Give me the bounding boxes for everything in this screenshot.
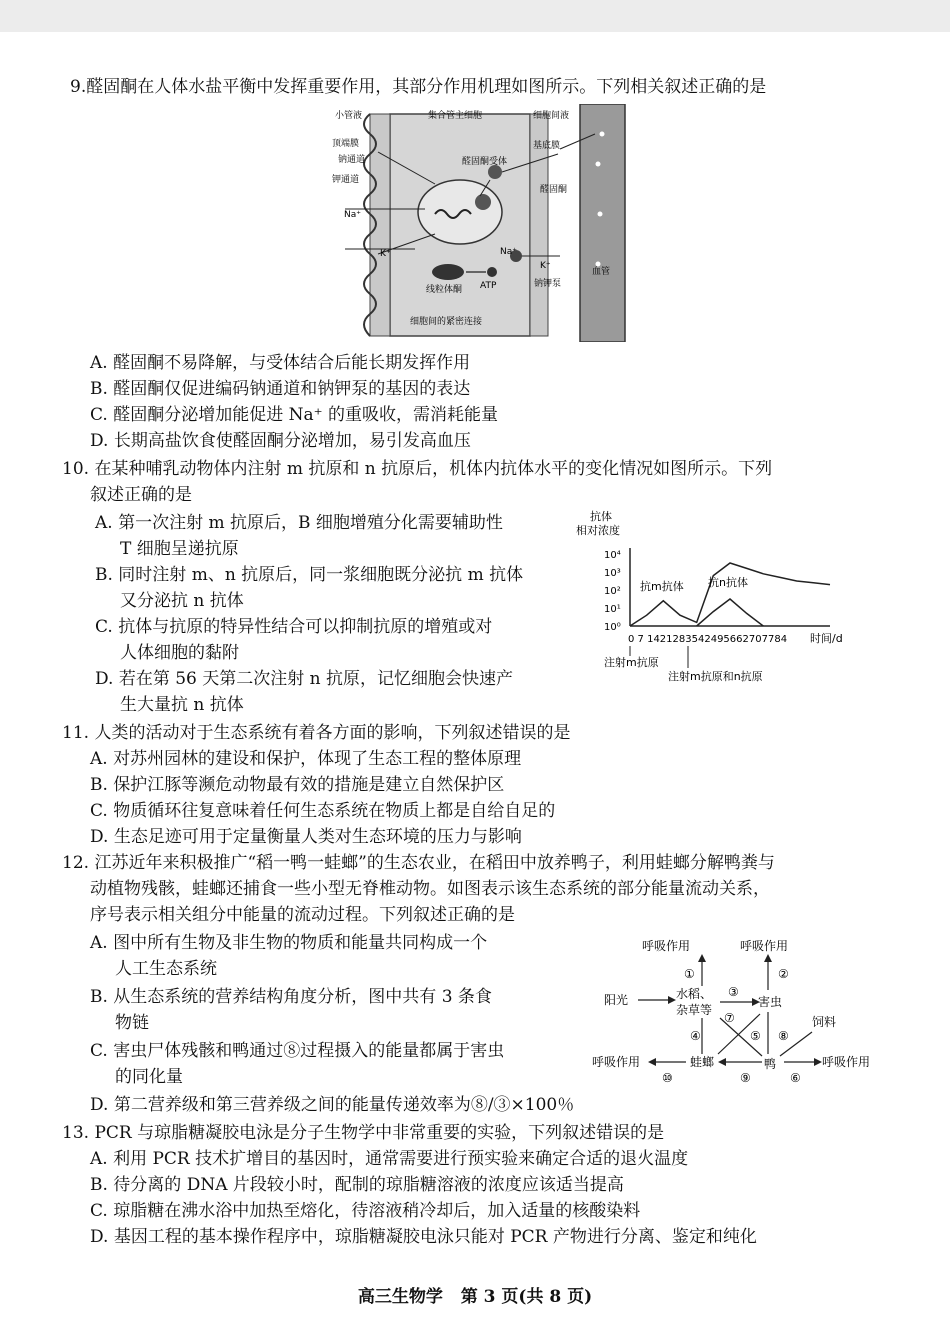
annotation-inject-mn: 注射m抗原和n抗原 [668,670,763,683]
worm: 蛙螂 [690,1055,715,1069]
q10-option-b-cont: 又分泌抗 n 抗体 [120,591,244,611]
page-footer [0,1282,950,1307]
label-aldosterone: 醛固酮 [540,185,568,195]
n4: ④ [690,1029,701,1043]
q9-option-c: C. 醛固酮分泌增加能促进 Na⁺ 的重吸收，需消耗能量 [90,405,498,425]
q12-option-c: C. 害虫尸体残骸和鸭通过⑧过程摄入的能量都属于害虫 [90,1041,505,1061]
q10-option-b: B. 同时注射 m、n 抗原后，同一浆细胞既分泌抗 m 抗体 [95,565,524,585]
series-anti-n [697,599,764,626]
q9-option-b: B. 醛固酮仅促进编码钠通道和钠钾泵的基因的表达 [90,379,471,399]
chart-ylabel-1: 抗体 [590,510,612,523]
chart-x-ticks: 0 7 1421283542495662707784 [628,634,788,645]
antibody-chart [568,508,868,686]
label-cell: 集合管主细胞 [428,111,483,121]
q11-option-c: C. 物质循环往复意味着任何生态系统在物质上都是自给自足的 [90,801,556,821]
chart-ylabel-2: 相对浓度 [576,524,620,537]
q10-option-d: D. 若在第 56 天第二次注射 n 抗原，记忆细胞会快速产 [95,669,514,689]
q9-option-d: D. 长期高盐饮食使醛固酮分泌增加，易引发高血压 [90,431,471,451]
n5: ⑤ [750,1029,761,1043]
q10-option-c: C. 抗体与抗原的特异性结合可以抑制抗原的增殖或对 [95,617,493,637]
blood-vessel [580,104,625,342]
n8: ⑧ [778,1029,789,1043]
label-k-channel: 钾通道 [332,175,360,185]
q9-stem: 9.醛固酮在人体水盐平衡中发挥重要作用，其部分作用机理如图所示。下列相关叙述正确的是 [70,77,767,97]
legend-anti-m: 抗m抗体 [640,580,684,593]
y-tick-label: 10⁴ [604,550,621,561]
label-pump: 钠钾泵 [534,279,562,289]
y-tick-label: 10⁰ [604,622,621,633]
n1: ① [684,967,695,981]
q9-option-a: A. 醛固酮不易降解，与受体结合后能长期发挥作用 [90,353,471,373]
q12-stem-line3: 序号表示相关组分中能量的流动过程。下列叙述正确的是 [90,905,515,925]
legend-anti-n: 抗n抗体 [708,576,748,589]
footer-page: 第 3 页(共 8 页) [460,1287,593,1307]
q10-option-d-cont: 生大量抗 n 抗体 [120,695,244,715]
rice-line2: 杂草等 [676,1003,713,1017]
resp-worm: 呼吸作用 [592,1055,641,1069]
label-receptor: 醛固酮受体 [462,157,508,167]
duck: 鸭 [764,1057,777,1071]
chart-xlabel: 时间/d [810,632,843,645]
q12-option-d: D. 第二营养级和第三营养级之间的能量传递效率为⑧/③×100％ [90,1095,575,1115]
q12-option-b-cont: 物链 [115,1013,149,1033]
n2: ② [778,967,789,981]
q10-option-c-cont: 人体细胞的黏附 [120,643,239,663]
q11-option-b: B. 保护江豚等濒危动物最有效的措施是建立自然保护区 [90,775,505,795]
sun: 阳光 [604,993,629,1007]
q13-option-c: C. 琼脂糖在沸水浴中加热至熔化，待溶液稍冷却后，加入适量的核酸染料 [90,1201,641,1221]
n6: ⑥ [790,1071,801,1084]
mitochondrion [432,264,464,280]
resp-rice: 呼吸作用 [642,939,691,953]
q10-option-a-cont: T 细胞呈递抗原 [120,539,239,559]
n10: ⑩ [662,1071,673,1084]
label-vessel: 血管 [592,267,611,277]
n7: ⑦ [724,1011,735,1025]
label-na-channel: 钠通道 [338,155,366,165]
aldosterone-diagram [330,104,630,342]
label-interstitial: 细胞间液 [533,111,570,121]
label-basal: 基底膜 [533,141,561,151]
q12-option-a: A. 图中所有生物及非生物的物质和能量共同构成一个 [90,933,488,953]
q10-stem-line1: 10. 在某种哺乳动物体内注射 m 抗原和 n 抗原后，机体内抗体水平的变化情况如图所示。下列 [62,459,773,479]
q13-stem: 13. PCR 与琼脂糖凝胶电泳是分子生物学中非常重要的实验，下列叙述错误的是 [62,1123,665,1143]
label-k: K⁺ [380,249,391,259]
label-na2: Na⁺ [500,247,517,257]
receptor-dot [488,165,502,179]
q12-option-a-cont: 人工生态系统 [115,959,217,979]
feed: 饲料 [812,1015,837,1029]
resp-pest: 呼吸作用 [740,939,789,953]
q13-option-a: A. 利用 PCR 技术扩增目的基因时，通常需要进行预实验来确定合适的退火温度 [90,1149,689,1169]
q11-option-d: D. 生态足迹可用于定量衡量人类对生态环境的压力与影响 [90,827,522,847]
label-apical: 顶端膜 [332,139,360,149]
q12-option-b: B. 从生态系统的营养结构角度分析，图中共有 3 条食 [90,987,492,1007]
annotation-inject-m: 注射m抗原 [604,656,659,669]
y-tick-label: 10² [604,586,621,597]
resp-duck: 呼吸作用 [822,1055,871,1069]
pest: 害虫 [758,995,783,1009]
series-anti-m [630,563,830,626]
n9: ⑨ [740,1071,751,1084]
energy-flow-diagram [590,934,890,1084]
n3: ③ [728,985,739,999]
label-mito: 线粒体酮 [426,285,463,295]
y-tick-label: 10³ [604,568,621,579]
q13-option-b: B. 待分离的 DNA 片段较小时，配制的琼脂糖溶液的浓度应该适当提高 [90,1175,624,1195]
label-na: Na⁺ [344,210,361,220]
label-junction: 细胞间的紧密连接 [410,317,483,327]
q12-stem-line2: 动植物残骸，蛙螂还捕食一些小型无脊椎动物。如图表示该生态系统的部分能量流动关系， [90,879,770,899]
label-atp: ATP [480,281,497,291]
q11-stem: 11. 人类的活动对于生态系统有着各方面的影响，下列叙述错误的是 [62,723,571,743]
q10-stem-line2: 叙述正确的是 [90,485,192,505]
footer-subject: 高三生物学 [357,1287,443,1307]
q10-option-a: A. 第一次注射 m 抗原后，B 细胞增殖分化需要辅助性 [95,513,503,533]
rice-line1: 水稻、 [676,987,713,1001]
q11-option-a: A. 对苏州园林的建设和保护，体现了生态工程的整体原理 [90,749,522,769]
q13-option-d: D. 基因工程的基本操作程序中，琼脂糖凝胶电泳只能对 PCR 产物进行分离、鉴定和纯化 [90,1227,757,1247]
q12-stem-line1: 12. 江苏近年来积极推广“稻一鸭一蛙螂”的生态农业，在稻田中放养鸭子，利用蛙螂分解鸭粪与 [62,853,775,873]
label-k2: K⁺ [540,261,551,271]
y-tick-label: 10¹ [604,604,621,615]
label-tubule: 小管液 [335,111,363,121]
q12-option-c-cont: 的同化量 [115,1067,183,1087]
